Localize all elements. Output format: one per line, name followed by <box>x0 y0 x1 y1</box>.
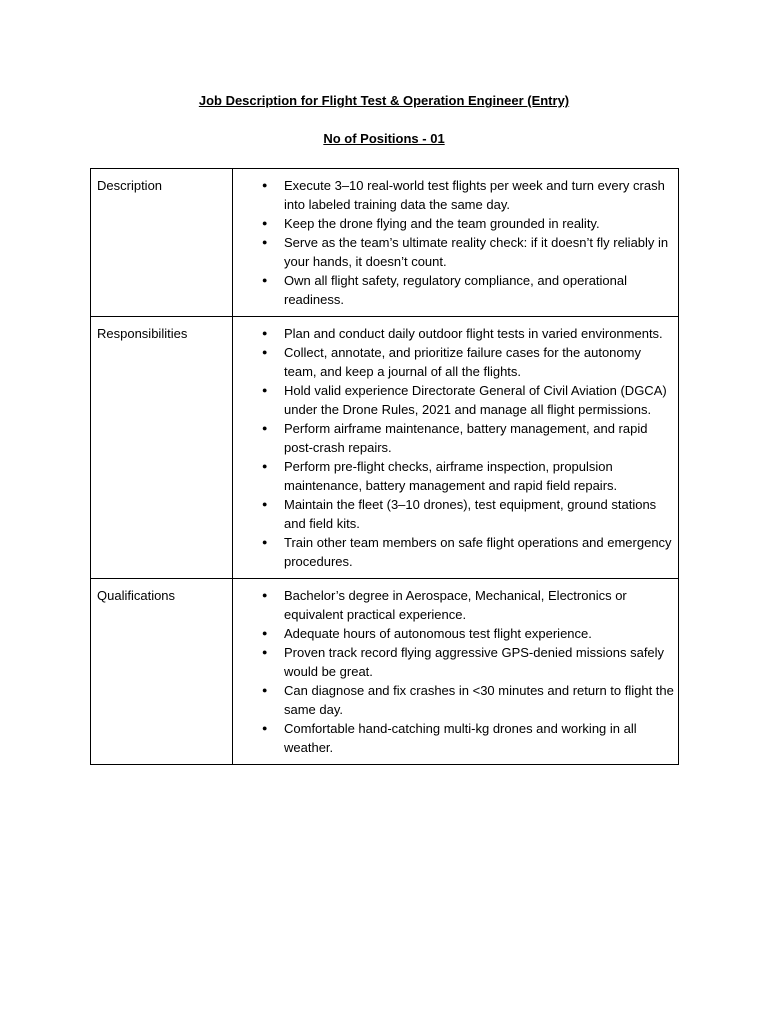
list-item: ● Keep the drone flying and the team grounded in reality. <box>239 214 674 233</box>
table-row-qualifications <box>91 579 679 765</box>
list-item: ● Own all flight safety, regulatory compliance, and operational readiness. <box>239 271 674 309</box>
table-row-responsibilities <box>91 317 679 579</box>
responsibilities-list <box>239 324 674 571</box>
list-item: ● Train other team members on safe flight operations and emergency procedures. <box>239 533 674 571</box>
list-item: ● Perform pre-flight checks, airframe inspection, propulsion maintenance, battery management and rapid field repairs. <box>239 457 674 495</box>
list-item: ● Proven track record flying aggressive GPS-denied missions safely would be great. <box>239 643 674 681</box>
section-content-description <box>233 169 679 317</box>
list-item: ● Bachelor’s degree in Aerospace, Mechanical, Electronics or equivalent practical experience. <box>239 586 674 624</box>
list-item: ● Can diagnose and fix crashes in <30 minutes and return to flight the same day. <box>239 681 674 719</box>
list-item: ● Adequate hours of autonomous test flight experience. <box>239 624 674 643</box>
section-content-responsibilities <box>233 317 679 579</box>
description-list <box>239 176 674 309</box>
list-item: ● Hold valid experience Directorate General of Civil Aviation (DGCA) under the Drone Rules, 2021 and manage all flight permissions. <box>239 381 674 419</box>
list-item: ● Perform airframe maintenance, battery management, and rapid post-crash repairs. <box>239 419 674 457</box>
section-label-responsibilities: Responsibilities <box>91 317 233 579</box>
list-item: ● Execute 3–10 real-world test flights per week and turn every crash into labeled training data the same day. <box>239 176 674 214</box>
qualifications-list <box>239 586 674 757</box>
list-item: ● Collect, annotate, and prioritize failure cases for the autonomy team, and keep a journal of all the flights. <box>239 343 674 381</box>
list-item: ● Plan and conduct daily outdoor flight tests in varied environments. <box>239 324 674 343</box>
table-row-description <box>91 169 679 317</box>
list-item: ● Maintain the fleet (3–10 drones), test equipment, ground stations and field kits. <box>239 495 674 533</box>
section-content-qualifications <box>233 579 679 765</box>
job-description-table <box>90 168 679 765</box>
section-label-description: Description <box>91 169 233 317</box>
list-item: ● Comfortable hand-catching multi-kg drones and working in all weather. <box>239 719 674 757</box>
positions-count: No of Positions - 01 <box>323 131 445 146</box>
list-item: ● Serve as the team’s ultimate reality check: if it doesn’t fly reliably in your hands, it doesn’t count. <box>239 233 674 271</box>
section-label-qualifications: Qualifications <box>91 579 233 765</box>
document-title: Job Description for Flight Test & Operation Engineer (Entry) <box>198 93 570 108</box>
